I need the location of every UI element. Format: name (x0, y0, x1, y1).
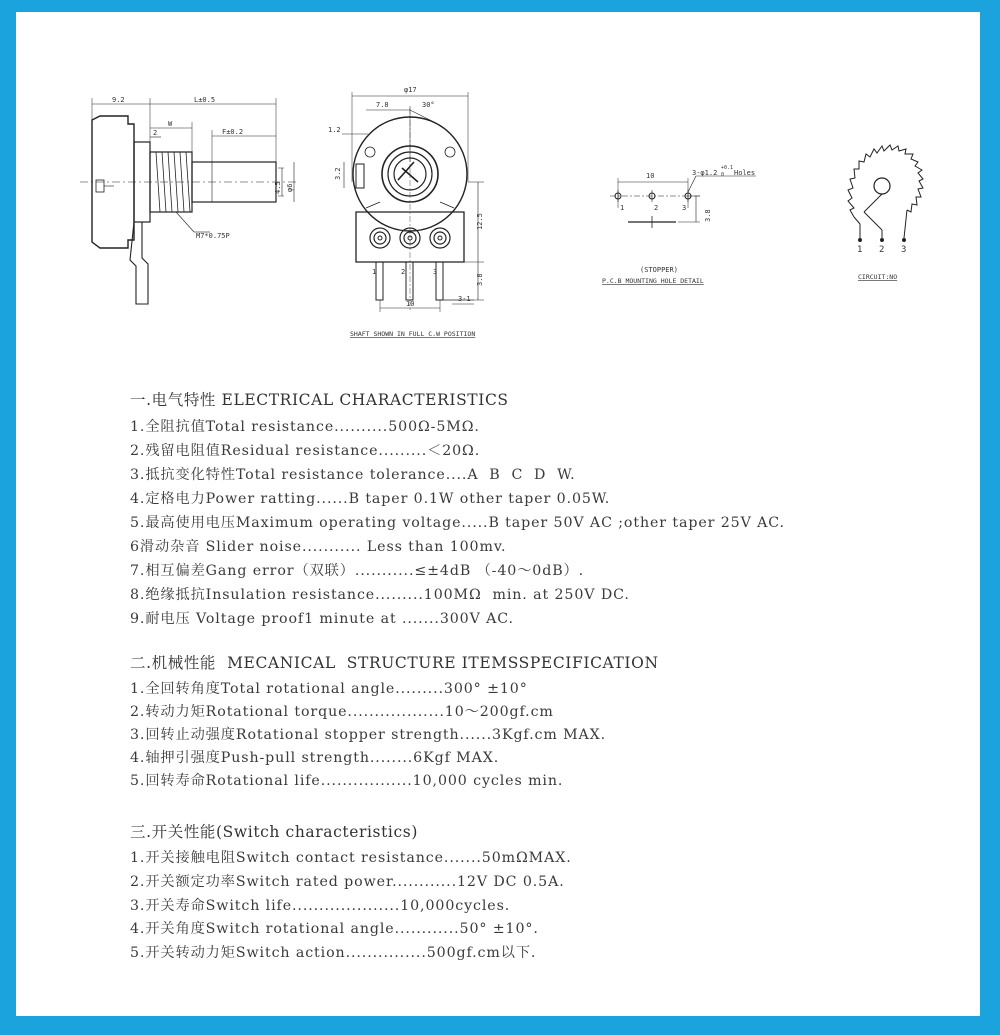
spec-line: 3.回转止动强度Rotational stopper strength......3Kgf.cm MAX. (130, 727, 607, 743)
spec-line: 7.相互偏差Gang error（双联）...........≤±4dB （-40～0dB）. (130, 563, 585, 579)
electrical-characteristics-section (130, 390, 970, 631)
dim-1-2-label: 1.2 (328, 126, 341, 134)
dim-9-2-label: 9.2 (112, 96, 125, 104)
dim-3-8-label: 3.8 (476, 273, 484, 286)
pcb-holes-label: 3-φ1.2 (692, 169, 718, 177)
dim-phi17-label: φ17 (404, 86, 417, 94)
dim-2-label: 2 (153, 129, 158, 137)
spec-line: 2.残留电阻值Residual resistance.........＜20Ω. (130, 443, 481, 459)
pcb-pin-2: 2 (654, 204, 659, 212)
pcb-holes-suffix: Holes (734, 169, 756, 177)
dim-phi6-label: φ6 (286, 183, 294, 192)
section-title: 三.开关性能(Switch characteristics) (130, 823, 418, 841)
circuit-pin-3: 3 (901, 245, 907, 255)
spec-line: 3.抵抗变化特性Total resistance tolerance....A B C D W. (130, 467, 576, 483)
pcb-dim-10-label: 10 (646, 172, 655, 180)
switch-characteristics-section (130, 822, 970, 966)
front-pin-3: 3 (433, 268, 438, 276)
datasheet-page (16, 12, 980, 1016)
specification-list (130, 390, 970, 966)
pcb-pin-3: 3 (682, 204, 687, 212)
dim-12-5-label: 12.5 (476, 213, 484, 230)
pcb-hole-detail-drawing (610, 176, 756, 228)
spec-line: 9.耐电压 Voltage proof1 minute at .......300V AC. (130, 611, 514, 627)
spec-line: 4.开关角度Switch rotational angle............50° ±10°. (130, 921, 539, 938)
mechanical-structure-section (130, 653, 970, 793)
spec-line: 1.全阻抗值Total resistance..........500Ω-5MΩ. (130, 419, 480, 435)
dim-30deg-label: 30° (422, 101, 435, 109)
pcb-stopper-label: (STOPPER) (640, 266, 678, 274)
pcb-caption: P.C.B MOUNTING HOLE DETAIL (602, 277, 704, 285)
dim-L-label: L±0.5 (194, 96, 216, 104)
technical-drawing (16, 12, 980, 362)
pcb-pin-1: 1 (620, 204, 625, 212)
pcb-dim-3-8-label: 3.8 (704, 209, 712, 222)
front-view-drawing (342, 92, 484, 312)
dim-7-8-label: 7.8 (376, 101, 389, 109)
spec-line: 3.开关寿命Switch life....................10,000cycles. (130, 897, 511, 914)
resistor-track-icon (848, 145, 923, 217)
dim-3-2-label: 3.2 (334, 167, 342, 180)
pcb-holes-tolerance: +0.1 (721, 165, 734, 171)
front-view-caption: SHAFT SHOWN IN FULL C.W POSITION (350, 330, 476, 338)
pcb-holes-tolerance-low: 0 (721, 172, 725, 178)
circuit-diagram (848, 145, 923, 242)
section-title: 一.电气特性 ELECTRICAL CHARACTERISTICS (130, 391, 509, 409)
front-pin-2: 2 (401, 268, 406, 276)
spec-line: 6滑动杂音 Slider noise........... Less than 100mv. (130, 539, 507, 555)
spec-line: 5.开关转动力矩Switch action...............500gf.cm以下. (130, 945, 537, 962)
spec-line: 5.回转寿命Rotational life.................10,000 cycles min. (130, 773, 564, 789)
spec-line: 2.转动力矩Rotational torque..................10～200gf.cm (130, 704, 554, 720)
dim-3-1-label: 3-1 (458, 295, 471, 303)
thread-label: M7*0.75P (196, 232, 230, 240)
side-view-drawing (80, 98, 296, 304)
spec-line: 2.开关额定功率Switch rated power............12V DC 0.5A. (130, 873, 565, 890)
spec-line: 4.轴押引强度Push-pull strength........6Kgf MAX. (130, 750, 500, 766)
spec-line: 1.开关接触电阻Switch contact resistance.......50mΩMAX. (130, 850, 572, 866)
spec-line: 8.绝缘抵抗Insulation resistance.........100MΩ min. at 250V DC. (130, 587, 630, 603)
dim-F-label: F±0.2 (222, 128, 244, 136)
spec-line: 1.全回转角度Total rotational angle.........300° ±10° (130, 681, 528, 697)
circuit-pin-1: 1 (857, 245, 863, 255)
dim-10-label: 10 (406, 300, 415, 308)
spec-line: 4.定格电力Power ratting......B taper 0.1W other taper 0.05W. (130, 491, 611, 507)
dim-W-label: W (168, 120, 173, 128)
section-title: 二.机械性能 MECANICAL STRUCTURE ITEMSSPECIFICATION (130, 654, 659, 672)
dim-4-5-label: 4.5 (274, 181, 282, 194)
circuit-pin-2: 2 (879, 245, 885, 255)
front-pin-1: 1 (372, 268, 377, 276)
circuit-caption: CIRCUIT:NO (858, 273, 898, 281)
spec-line: 5.最高使用电压Maximum operating voltage.....B taper 50V AC ;other taper 25V AC. (130, 515, 785, 531)
